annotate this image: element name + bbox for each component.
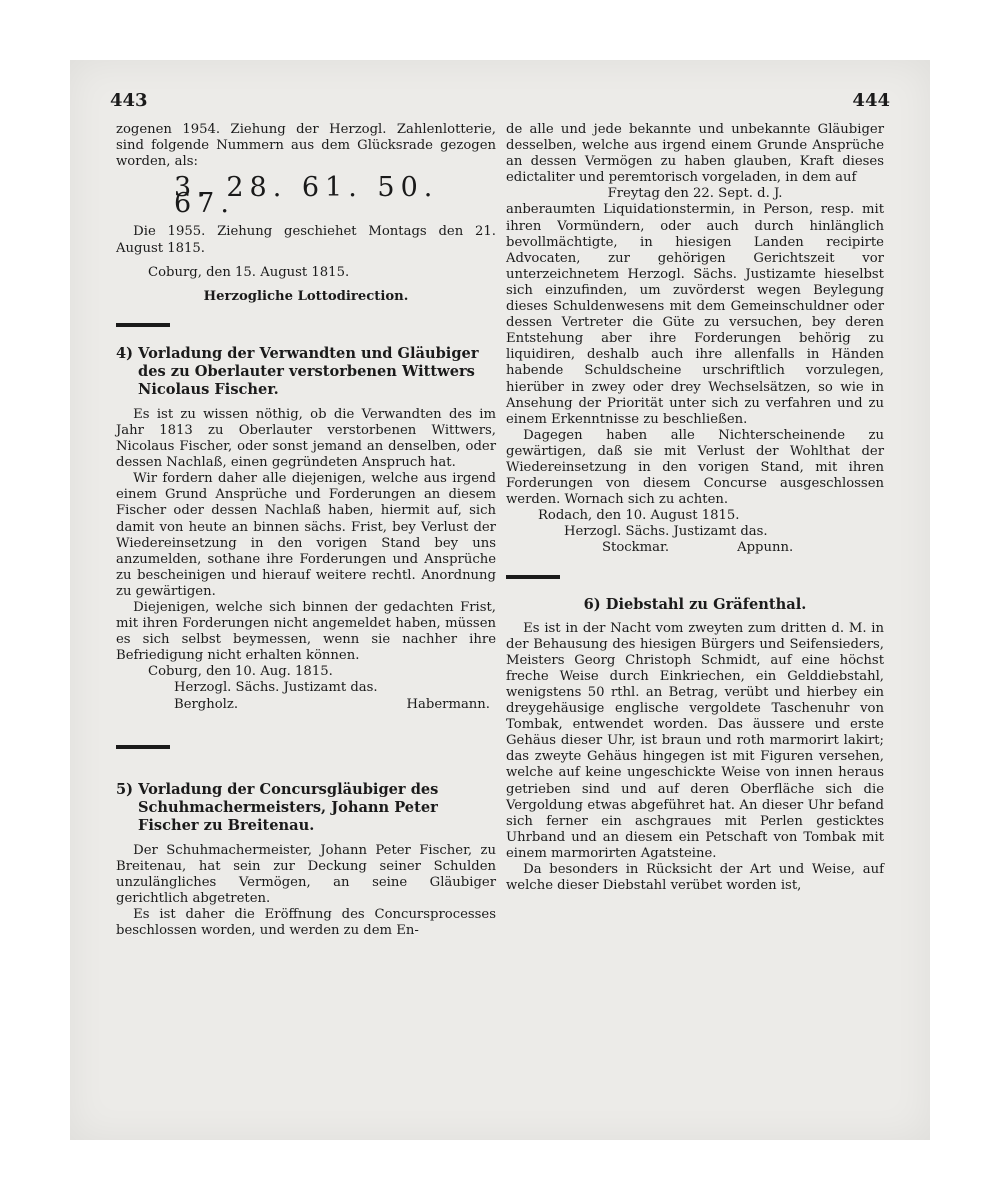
page-number-left: 443 <box>110 90 148 111</box>
paragraph-4c: Diejenigen, welche sich binnen der gedachten Frist, mit ihren Forderungen nicht angemeldet haben, müssen es sich selbst beymessen, wenn sie nachher ihre Befriedigung nicht erhalten können. <box>116 599 496 664</box>
newspaper-page <box>70 60 930 1140</box>
lottery-intro: zogenen 1954. Ziehung der Herzogl. Zahlenlotterie, sind folgende Nummern aus dem Glücksrade gezogen worden, als: <box>116 122 496 170</box>
paragraph-4b: Wir fordern daher alle diejenigen, welche aus irgend einem Grund Ansprüche und Forderungen an diesem Fischer oder dessen Nachlaß haben, hiermit auf, sich damit von heute an binnen sächs. Frist, bey Verlust der Wiedereinsetzung in den vorigen Stand bey uns anzumelden, sothane ihre Forderungen und Ansprüche zu bescheinigen und hierauf weitere rechtl. Anordnung zu gewärtigen. <box>116 471 496 599</box>
paragraph-5b: Es ist daher die Eröffnung des Concursprocesses beschlossen worden, und werden zu dem En- <box>116 907 496 939</box>
signature-lottery: Herzogliche Lottodirection. <box>203 288 409 304</box>
signer-habermann: Habermann. <box>406 696 490 712</box>
place-date-4: Coburg, den 10. Aug. 1815. <box>148 664 333 680</box>
paragraph-5e: Dagegen haben alle Nichterscheinende zu gewärtigen, daß sie mit Verlust der Wohlthat der Wiedereinsetzung in den vorigen Stand, mit ihren Forderungen von diesem Concurse ausgeschlossen werden. Wornach sich zu achten. <box>506 427 884 508</box>
page-number-right: 444 <box>852 90 890 111</box>
right-column <box>506 122 884 894</box>
signer-appunn: Appunn. <box>737 540 794 556</box>
section-heading-6: 6) Diebstahl zu Gräfenthal. <box>583 595 807 613</box>
signers-4 <box>116 697 496 713</box>
office-5: Herzogl. Sächs. Justizamt das. <box>564 524 768 540</box>
signers-5 <box>506 540 884 556</box>
paragraph-4a: Es ist zu wissen nöthig, ob die Verwandten des im Jahr 1813 zu Oberlauter verstorbenen Wittwers, Nicolaus Fischer, oder sonst jemand an denselben, oder dessen Nachlaß, einen gegründeten Anspruch hat. <box>116 406 496 471</box>
paragraph-6b: Da besonders in Rücksicht der Art und Weise, auf welche dieser Diebstahl verübet worden ist, <box>506 862 884 894</box>
paragraph-5a: Der Schuhmachermeister, Johann Peter Fischer, zu Breitenau, hat sein zur Deckung seiner Schulden unzulängliches Vermögen, an seine Gläubiger gerichtlich abgetreten. <box>116 842 496 906</box>
paragraph-5c: de alle und jede bekannte und unbekannte Gläubiger desselben, welche aus irgend einem Grunde Ansprüche an dessen Vermögen zu haben glauben, Kraft dieses edictaliter und peremtorisch vorgeladen, in dem auf <box>506 122 884 186</box>
next-draw-note: Die 1955. Ziehung geschiehet Montags den 21. August 1815. <box>116 224 496 256</box>
left-column <box>116 122 496 939</box>
section-heading-4: 4) Vorladung der Verwandten und Gläubiger des zu Oberlauter verstorbenen Wittwers Nicolaus Fischer. <box>116 344 479 398</box>
signer-bergholz: Bergholz. <box>174 696 239 712</box>
office-4: Herzogl. Sächs. Justizamt das. <box>174 680 378 696</box>
paragraph-6a: Es ist in der Nacht vom zweyten zum dritten d. M. in der Behausung des hiesigen Bürgers und Seifensieders, Meisters Georg Christoph Schmidt, auf eine höchst freche Weise durch Einkriechen, ein Gelddiebstahl, wenigstens 50 rthl. an Betrag, verübt und hierbey ein dreygehäusige englische vergoldete Taschenuhr von Tombak, entwendet worden. Das äussere und erste Gehäus dieser Uhr, ist braun und roth marmorirt lakirt; das zweyte Gehäus hingegen ist mit Figuren versehen, welche auf keine ungeschickte Weise von innen heraus getrieben sind und auf deren Oberfläche sich die Vergoldung etwas abgeführet hat. An dieser Uhr befand sich ferner ein aschgraues mit Perlen gesticktes Uhrband und an diesem ein Petschaft von Tombak mit einem marmorirten Agatsteine. <box>506 620 884 861</box>
hearing-date: Freytag den 22. Sept. d. J. <box>607 186 783 202</box>
signer-stockmar: Stockmar. <box>602 540 670 556</box>
place-date-lottery: Coburg, den 15. August 1815. <box>148 264 350 280</box>
paragraph-5d: anberaumten Liquidationstermin, in Person, resp. mit ihren Vormündern, oder auch durch hinlänglich bevollmächtigte, in hiesigen Landen recipirte Advocaten, zur gehörigen Gerichtszeit vor unterzeichnetem Herzogl. Sächs. Justizamte hieselbst sich einzufinden, um zuvörderst wegen Beylegung dieses Schuldenwesens mit dem Gemeinschuldner oder dessen Vertreter die Güte zu versuchen, bey deren Entstehung aber ihre Forderungen behörig zu liquidiren, deshalb auch ihre allenfalls in Händen habende Schuldscheine urschriftlich vorzulegen, hierüber in zwey oder drey Wechselsätzen, so wie in Ansehung der Priorität unter sich zu verfahren und zu einem Erkenntnisse zu beschließen. <box>506 202 884 427</box>
section-heading-5: 5) Vorladung der Concursgläubiger des Schuhmachermeisters, Johann Peter Fischer zu Breitenau. <box>116 780 439 834</box>
lottery-numbers: 3. 28. 61. 50. 67. <box>174 172 439 220</box>
place-date-5: Rodach, den 10. August 1815. <box>538 508 740 524</box>
